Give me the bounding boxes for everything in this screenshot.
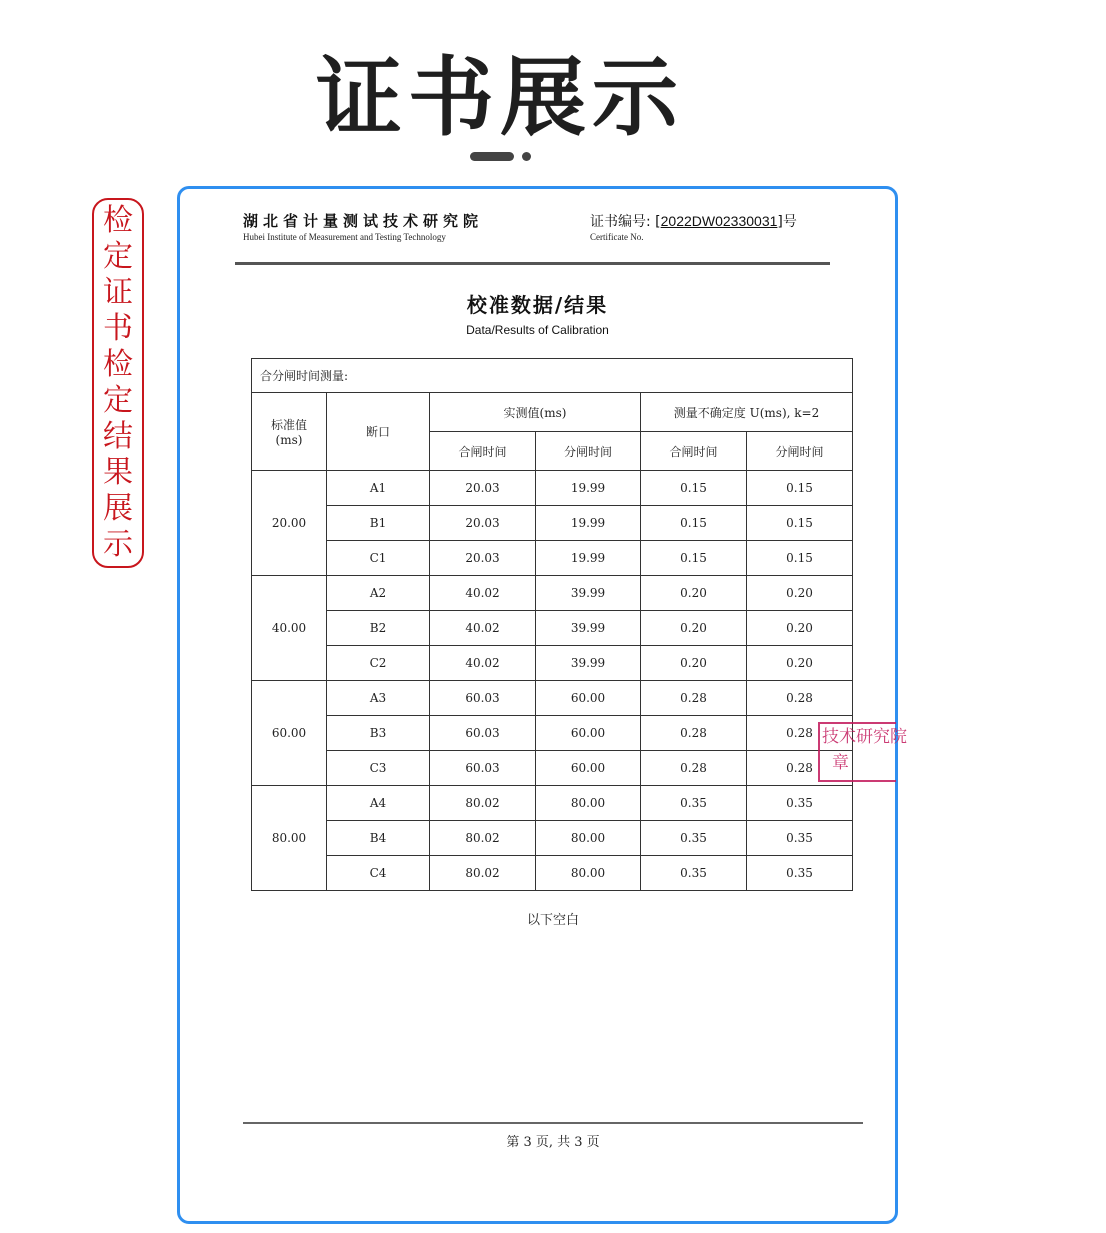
side-label-char: 定 (103, 239, 133, 274)
open-uncertainty-cell: 0.20 (747, 611, 853, 646)
cert-label-en: Certificate No. (590, 232, 644, 242)
blank-below-note: 以下空白 (526, 913, 579, 928)
cert-label: 证书编号: (590, 214, 651, 230)
close-uncertainty-cell: 0.20 (641, 576, 747, 611)
open-uncertainty-cell: 0.35 (747, 821, 853, 856)
section-title: 校准数据/结果 (466, 293, 609, 317)
certificate-number: 证书编号: [2022DW02330031]号 (590, 213, 797, 230)
standard-value-cell: 40.00 (252, 576, 327, 681)
close-time-cell: 60.03 (430, 681, 536, 716)
side-label-char: 示 (103, 527, 133, 562)
open-time-cell: 39.99 (536, 646, 641, 681)
table-row (252, 541, 853, 576)
side-label-char: 展 (103, 491, 133, 526)
open-time-cell: 60.00 (536, 716, 641, 751)
standard-value-cell: 20.00 (252, 471, 327, 576)
break-cell: C1 (327, 541, 430, 576)
side-label-char: 书 (103, 311, 133, 346)
open-time-cell: 19.99 (536, 471, 641, 506)
close-time-cell: 40.02 (430, 646, 536, 681)
header-divider (235, 262, 830, 265)
open-time-cell: 60.00 (536, 681, 641, 716)
table-row (252, 471, 853, 506)
side-label-char: 结 (103, 419, 133, 454)
footer-divider (243, 1122, 863, 1124)
header-close-time: 合闸时间 (430, 432, 536, 471)
standard-value-cell: 80.00 (252, 786, 327, 891)
open-time-cell: 39.99 (536, 576, 641, 611)
table-row (252, 786, 853, 821)
seal-line-2: 章 (832, 753, 849, 773)
cert-suffix: 号 (782, 214, 797, 230)
close-time-cell: 40.02 (430, 576, 536, 611)
close-uncertainty-cell: 0.15 (641, 541, 747, 576)
side-vertical-label (92, 198, 144, 568)
open-time-cell: 19.99 (536, 506, 641, 541)
open-time-cell: 39.99 (536, 611, 641, 646)
header-close-uncertainty: 合闸时间 (641, 432, 747, 471)
close-uncertainty-cell: 0.35 (641, 786, 747, 821)
break-cell: B1 (327, 506, 430, 541)
decoration-pill (470, 152, 514, 161)
close-uncertainty-cell: 0.35 (641, 821, 747, 856)
open-uncertainty-cell: 0.15 (747, 541, 853, 576)
table-row (252, 856, 853, 891)
official-seal (818, 722, 907, 782)
cert-number-value: 2022DW02330031 (660, 213, 778, 229)
open-uncertainty-cell: 0.35 (747, 856, 853, 891)
break-cell: C3 (327, 751, 430, 786)
close-time-cell: 20.03 (430, 471, 536, 506)
standard-value-cell: 60.00 (252, 681, 327, 786)
table-body (252, 471, 853, 891)
close-uncertainty-cell: 0.20 (641, 646, 747, 681)
break-cell: A1 (327, 471, 430, 506)
side-label-char: 检 (103, 347, 133, 382)
side-label-char: 定 (103, 383, 133, 418)
close-uncertainty-cell: 0.28 (641, 716, 747, 751)
table-row (252, 576, 853, 611)
table-row (252, 611, 853, 646)
section-subtitle: Data/Results of Calibration (466, 323, 609, 337)
page-title: 证书展示 (316, 48, 684, 148)
break-cell: A3 (327, 681, 430, 716)
table-row (252, 506, 853, 541)
open-uncertainty-cell: 0.28 (747, 716, 853, 751)
open-uncertainty-cell: 0.15 (747, 471, 853, 506)
header-open-time: 分闸时间 (536, 432, 641, 471)
page-number: 第 3 页, 共 3 页 (506, 1135, 600, 1150)
close-uncertainty-cell: 0.20 (641, 611, 747, 646)
break-cell: A2 (327, 576, 430, 611)
table-caption: 合分闸时间测量: (252, 359, 853, 393)
close-uncertainty-cell: 0.28 (641, 681, 747, 716)
close-time-cell: 40.02 (430, 611, 536, 646)
side-label-char: 检 (103, 203, 133, 238)
open-time-cell: 19.99 (536, 541, 641, 576)
header-measured: 实测值(ms) (430, 393, 641, 432)
close-uncertainty-cell: 0.15 (641, 506, 747, 541)
open-uncertainty-cell: 0.28 (747, 751, 853, 786)
header-uncertainty: 测量不确定度 U(ms), k=2 (641, 393, 853, 432)
close-time-cell: 20.03 (430, 506, 536, 541)
close-time-cell: 80.02 (430, 786, 536, 821)
close-time-cell: 20.03 (430, 541, 536, 576)
close-uncertainty-cell: 0.28 (641, 751, 747, 786)
seal-line-1: 技术研究院 (822, 727, 907, 747)
close-time-cell: 80.02 (430, 821, 536, 856)
table-row (252, 716, 853, 751)
break-cell: B2 (327, 611, 430, 646)
close-time-cell: 60.03 (430, 751, 536, 786)
table-row (252, 681, 853, 716)
side-label-char: 果 (103, 455, 133, 490)
close-time-cell: 60.03 (430, 716, 536, 751)
table-row (252, 821, 853, 856)
institute-name-cn: 湖北省计量测试技术研究院 (243, 212, 484, 230)
header-standard: 标准值 (ms) (252, 393, 327, 471)
break-cell: B3 (327, 716, 430, 751)
calibration-table (251, 358, 853, 891)
header-open-uncertainty: 分闸时间 (747, 432, 853, 471)
break-cell: C2 (327, 646, 430, 681)
open-uncertainty-cell: 0.15 (747, 506, 853, 541)
side-label-char: 证 (103, 275, 133, 310)
break-cell: C4 (327, 856, 430, 891)
open-uncertainty-cell: 0.20 (747, 646, 853, 681)
close-time-cell: 80.02 (430, 856, 536, 891)
open-time-cell: 80.00 (536, 856, 641, 891)
break-cell: A4 (327, 786, 430, 821)
open-uncertainty-cell: 0.28 (747, 681, 853, 716)
header-break: 断口 (327, 393, 430, 471)
table-row (252, 751, 853, 786)
break-cell: B4 (327, 821, 430, 856)
open-time-cell: 80.00 (536, 821, 641, 856)
open-time-cell: 80.00 (536, 786, 641, 821)
close-uncertainty-cell: 0.35 (641, 856, 747, 891)
institute-name-en: Hubei Institute of Measurement and Testing Technology (243, 232, 446, 242)
table-row (252, 646, 853, 681)
decoration-dot (522, 152, 531, 161)
open-uncertainty-cell: 0.35 (747, 786, 853, 821)
close-uncertainty-cell: 0.15 (641, 471, 747, 506)
calibration-table-wrapper (251, 358, 852, 891)
open-uncertainty-cell: 0.20 (747, 576, 853, 611)
open-time-cell: 60.00 (536, 751, 641, 786)
